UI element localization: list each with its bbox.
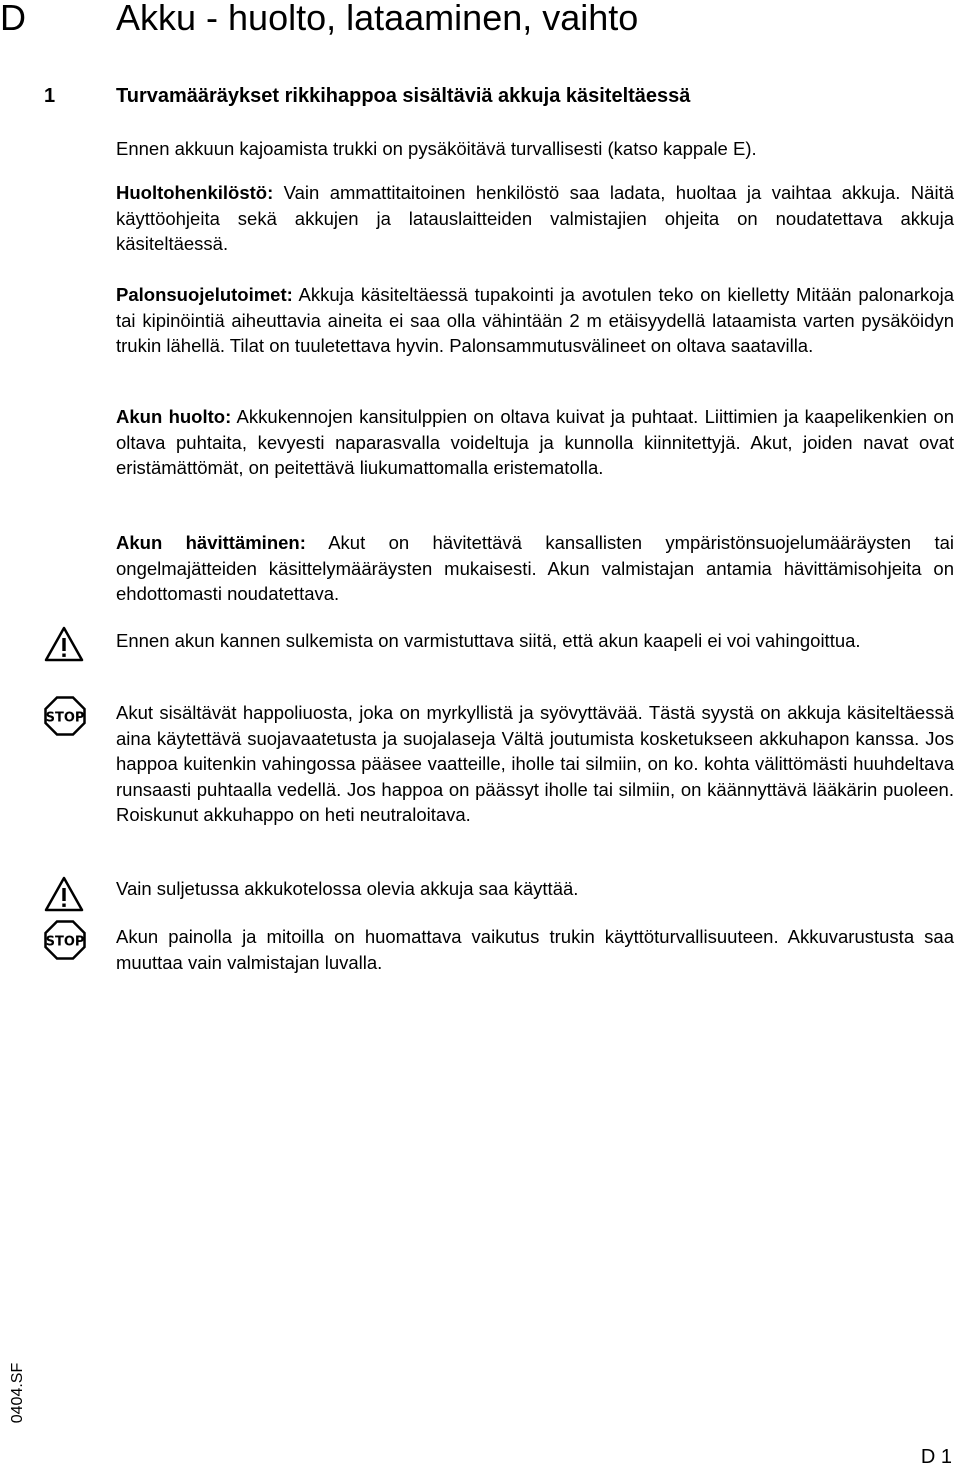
stop-sign-icon-2	[44, 920, 86, 960]
warning-cable-text: Ennen akun kannen sulkemista on varmistuttava siitä, että akun kaapeli ei voi vahingoittua.	[116, 630, 861, 651]
intro-paragraph	[116, 136, 954, 162]
personnel-paragraph	[116, 180, 954, 257]
disposal-paragraph	[116, 530, 954, 607]
document-code: 0404.SF	[9, 1362, 26, 1424]
warning-housing-paragraph	[116, 876, 954, 902]
stop-acid-text: Akut sisältävät happoliuosta, joka on myrkyllistä ja syövyttävää. Tästä syystä on akkuja käsiteltäessä aina käytettävä suojavaatetusta ja suojalaseja Vältä joutumista kosketukseen akkuhapon kanssa. Jos happoa kuitenkin vahingossa pääsee vaatteille, iholle tai silmiin, on ko. kohta välittömästi huuhdeltava runsaasti puhtaalla vedellä. Jos happoa on päässyt iholle tai silmiin, on käännyttävä lääkärin puoleen. Roiskunut akkuhappo on heti neutraloitava.	[116, 702, 954, 826]
personnel-label: Huoltohenkilöstö:	[116, 182, 274, 203]
intro-text: Ennen akkuun kajoamista trukki on pysäköitävä turvallisesti (katso kappale E).	[116, 138, 757, 159]
warning-triangle-icon	[44, 626, 84, 662]
warning-housing-text: Vain suljetussa akkukotelossa olevia akkuja saa käyttää.	[116, 878, 579, 899]
maintenance-label: Akun huolto:	[116, 406, 232, 427]
page-number: D 1	[920, 1446, 952, 1468]
warning-cable-paragraph	[116, 628, 954, 654]
disposal-text: Akut on hävitettävä kansallisten ympäristönsuojelumääräysten tai ongelmajätteiden käsittelymääräysten mukaisesti. Akun valmistajan antamia hävittämisohjeita on ehdottomasti noudatettava.	[116, 532, 954, 605]
maintenance-paragraph	[116, 404, 954, 481]
chapter-title: Akku - huolto, lataaminen, vaihto	[116, 0, 639, 38]
chapter-heading	[0, 0, 638, 40]
personnel-text: Vain ammattitaitoinen henkilöstö saa ladata, huoltaa ja vaihtaa akkuja. Näitä käyttöohjeita sekä akkujen ja latauslaitteiden valmistajien ohjeita on noudatettava akkuja käsiteltäessä.	[116, 182, 954, 255]
stop-weight-text: Akun painolla ja mitoilla on huomattava vaikutus trukin käyttöturvallisuuteen. Akkuvarustusta saa muuttaa vain valmistajan luvalla.	[116, 926, 954, 973]
stop-weight-paragraph	[116, 924, 954, 975]
fire-text: Akkuja käsiteltäessä tupakointi ja avotulen teko on kielletty Mitään palonarkoja tai kipinöintiä aiheuttavia aineita ei saa olla vähintään 2 m etäisyydellä lataamista varten pysäköidyn trukin lähellä. Tilat on tuuletettava hyvin. Palonsammutusvälineet on oltava saatavilla.	[116, 284, 954, 357]
section-title: Turvamääräykset rikkihappoa sisältäviä akkuja käsiteltäessä	[116, 85, 691, 107]
stop-sign-label-2: STOP	[45, 934, 85, 950]
maintenance-text: Akkukennojen kansitulppien on oltava kuivat ja puhtaat. Liittimien ja kaapelikenkien on oltava puhtaita, kevyesti naparasvalla voideltuja ja kunnolla kiinnitettyjä. Akut, joiden navat ovat eristämättömät, on peitettävä liukumattomalla eristematolla.	[116, 406, 954, 479]
stop-acid-paragraph	[116, 700, 954, 828]
chapter-letter: D	[0, 0, 26, 38]
fire-label: Palonsuojelutoimet:	[116, 284, 293, 305]
disposal-label: Akun hävittäminen:	[116, 532, 306, 553]
stop-sign-label: STOP	[45, 710, 85, 726]
section-number: 1	[44, 85, 56, 107]
fire-paragraph	[116, 282, 954, 359]
warning-triangle-icon-2	[44, 876, 84, 912]
stop-sign-icon	[44, 696, 86, 736]
section-heading	[0, 84, 690, 108]
